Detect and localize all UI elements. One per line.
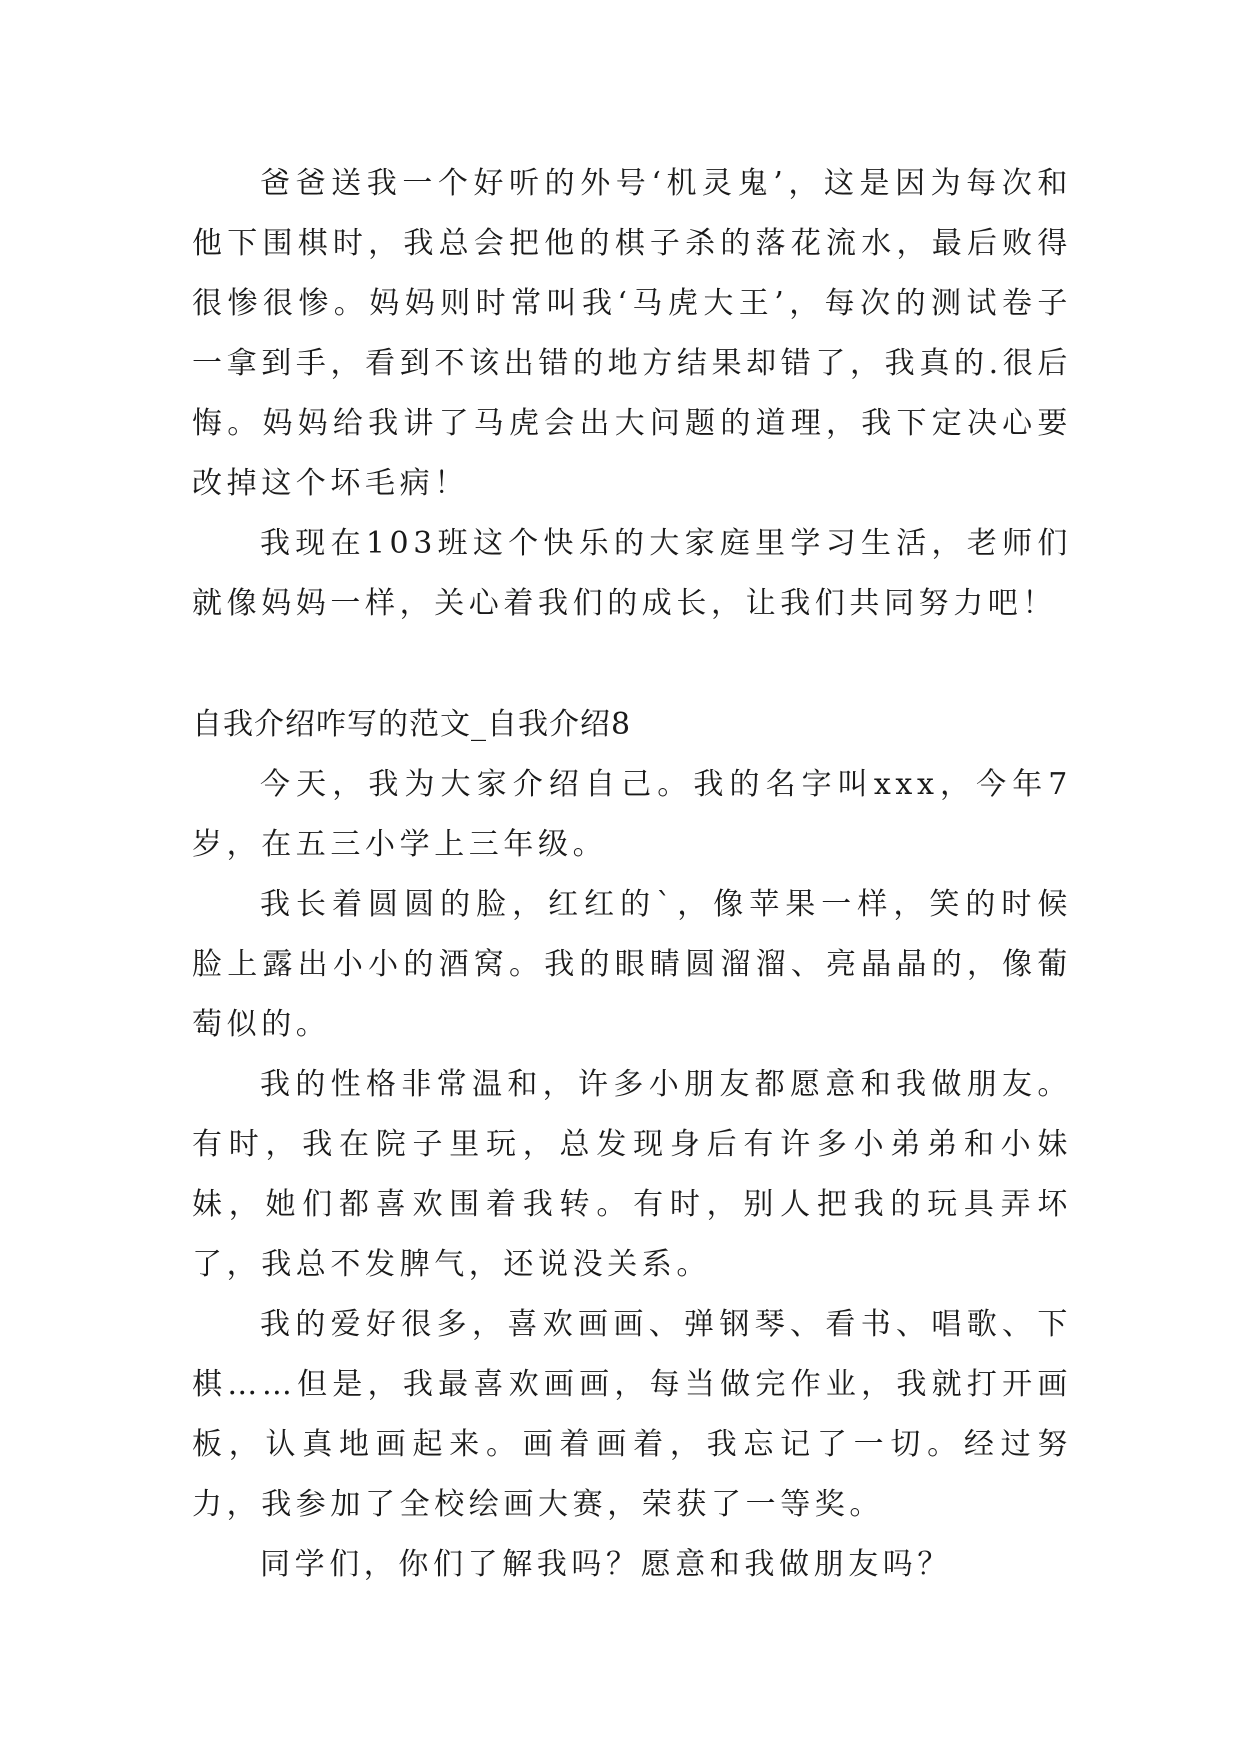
paragraph: 爸爸送我一个好听的外号‘机灵鬼’，这是因为每次和他下围棋时，我总会把他的棋子杀的落花流水，最后败得很惨很惨。妈妈则时常叫我‘马虎大王’，每次的测试卷子一拿到手，看到不该出错的地方结果却错了，我真的.很后悔。妈妈给我讲了马虎会出大问题的道理，我下定决心要改掉这个坏毛病！	[192, 166, 1072, 501]
section-heading: 自我介绍咋写的范文_自我介绍8	[192, 707, 632, 742]
paragraph: 我的性格非常温和，许多小朋友都愿意和我做朋友。有时，我在院子里玩，总发现身后有许多小弟弟和小妹妹，她们都喜欢围着我转。有时，别人把我的玩具弄坏了，我总不发脾气，还说没关系。	[192, 1067, 1072, 1282]
paragraph: 同学们，你们了解我吗？愿意和我做朋友吗？	[260, 1547, 952, 1582]
document-page	[192, 154, 1072, 1595]
paragraph: 我长着圆圆的脸，红红的`，像苹果一样，笑的时候脸上露出小小的酒窝。我的眼睛圆溜溜、亮晶晶的，像葡萄似的。	[192, 887, 1072, 1042]
paragraph: 我的爱好很多，喜欢画画、弹钢琴、看书、唱歌、下棋……但是，我最喜欢画画，每当做完作业，我就打开画板，认真地画起来。画着画着，我忘记了一切。经过努力，我参加了全校绘画大赛，荣获了一等奖。	[192, 1307, 1072, 1522]
paragraph: 我现在103班这个快乐的大家庭里学习生活，老师们就像妈妈一样，关心着我们的成长，让我们共同努力吧！	[192, 526, 1072, 621]
paragraph: 今天，我为大家介绍自己。我的名字叫xxx，今年7岁，在五三小学上三年级。	[192, 767, 1072, 862]
